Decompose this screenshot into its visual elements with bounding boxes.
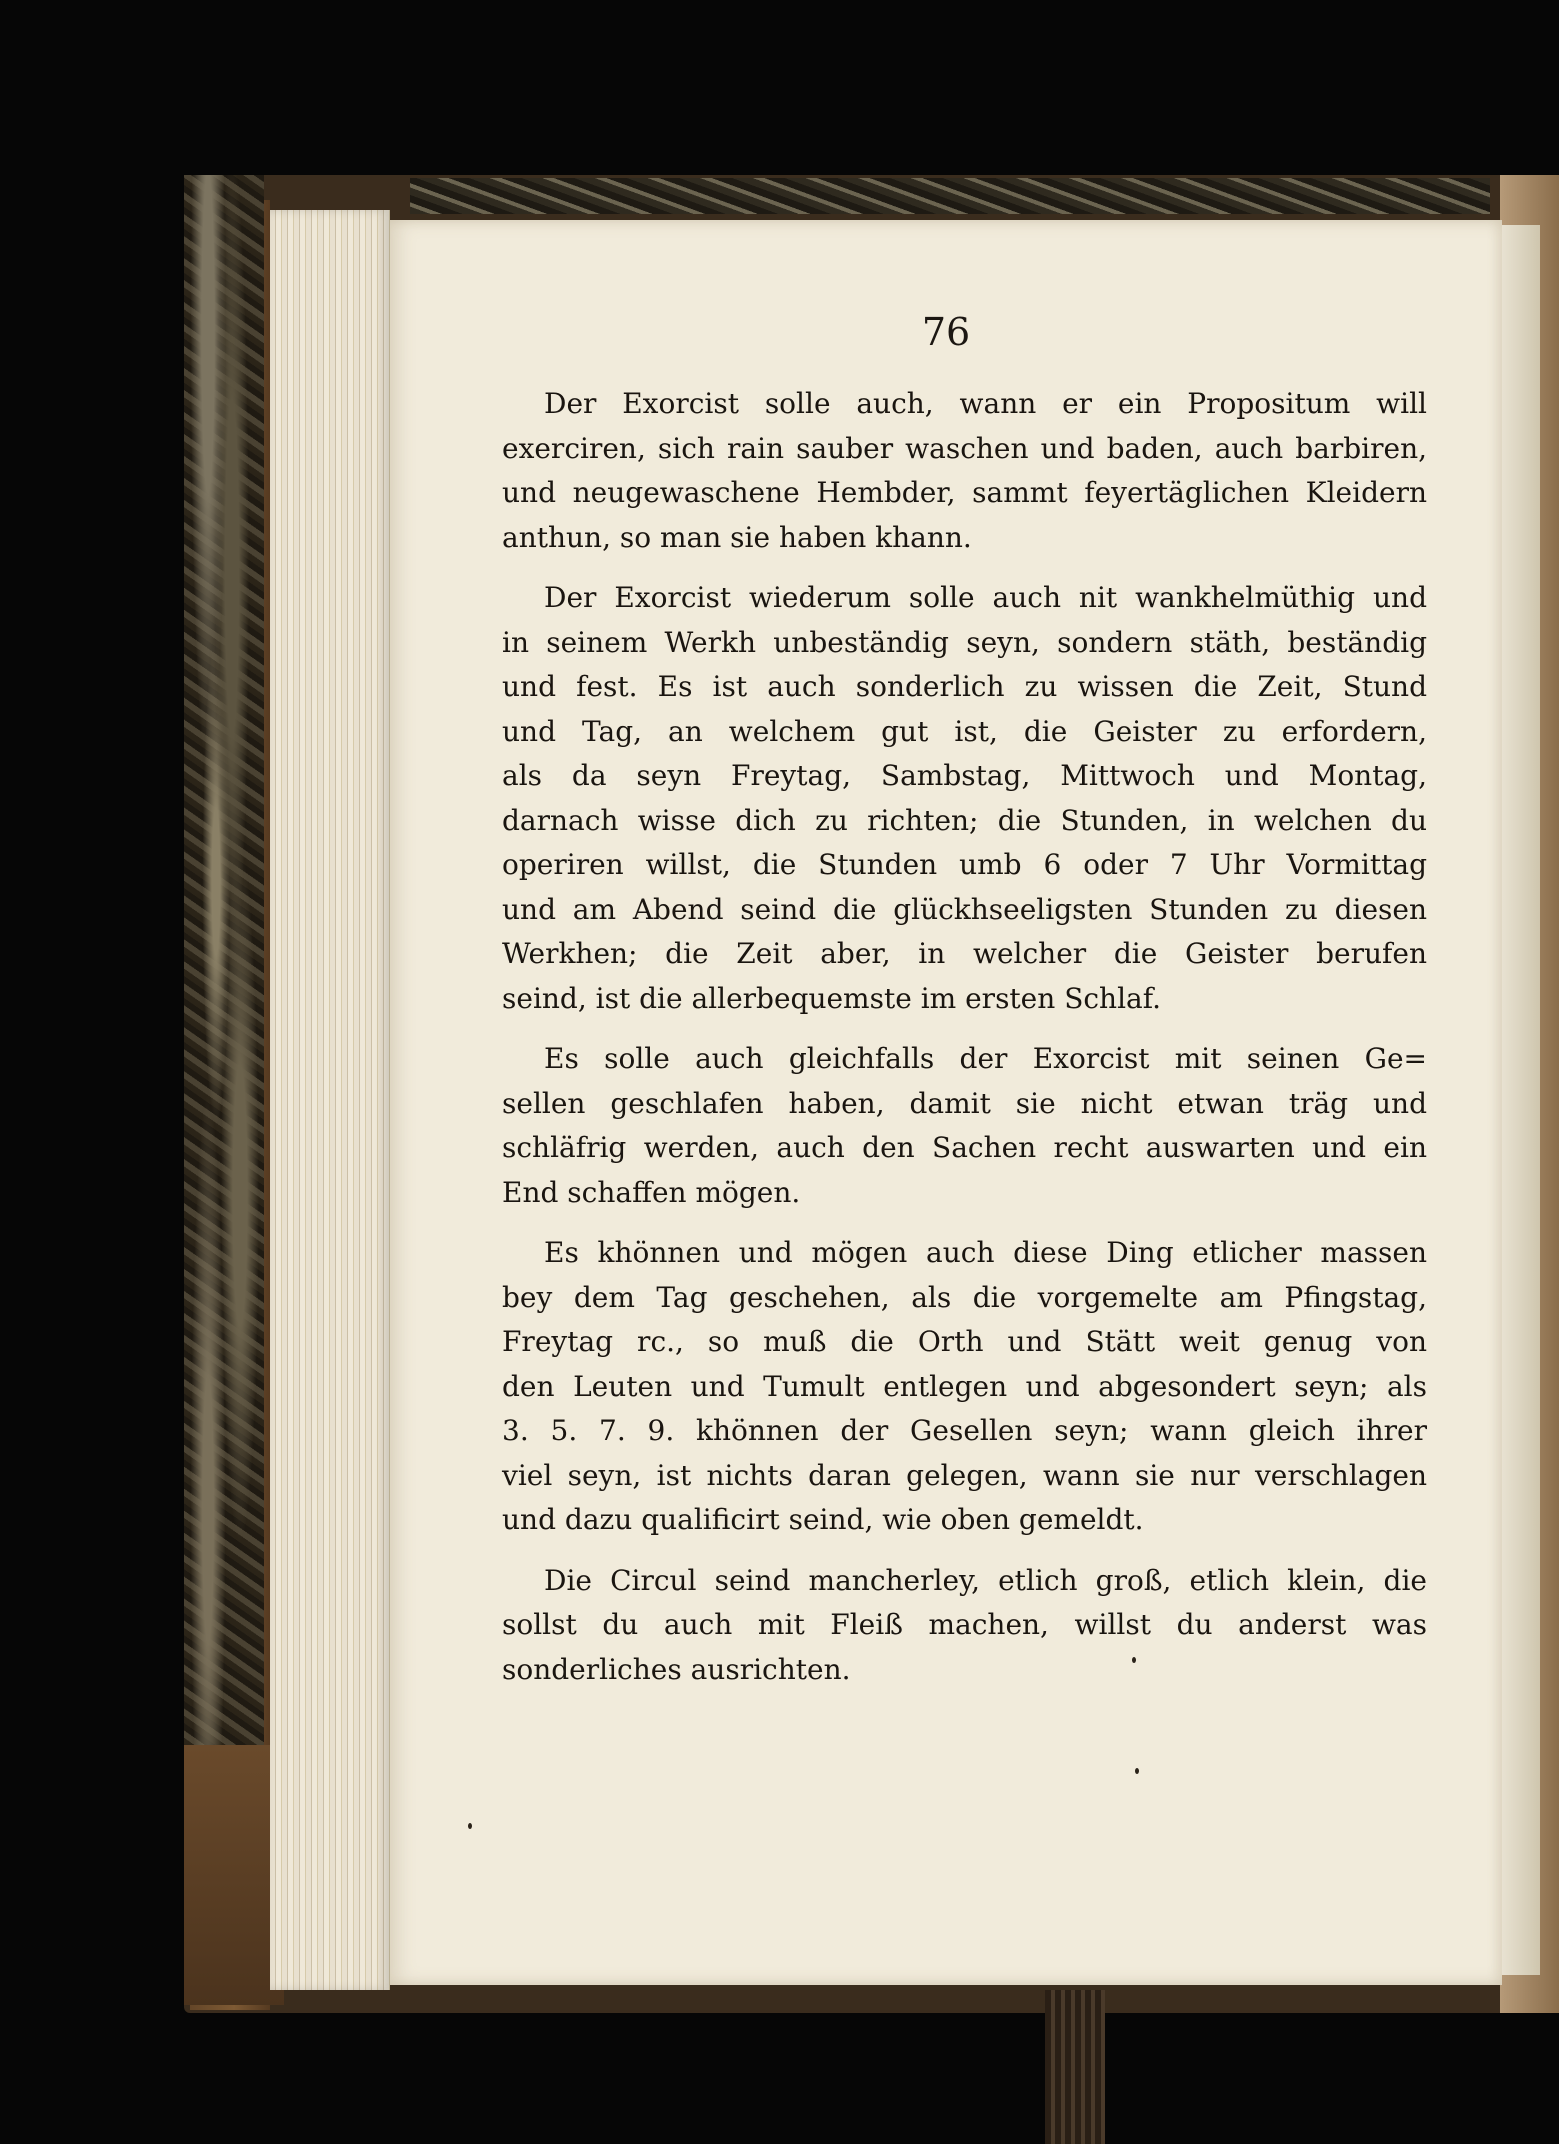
paragraph (502, 382, 1427, 560)
text-line: seind, ist die allerbequemste im ersten Schlaf. (502, 981, 1161, 1015)
text-line: und Tag, an welchem gut ist, die Geister zu erfordern, (502, 714, 1427, 748)
body-text (502, 382, 1427, 1708)
text-line: und dazu qualificirt seind, wie oben gemeldt. (502, 1503, 1144, 1536)
text-line: 3. 5. 7. 9. khönnen der Gesellen seyn; wann gleich ihrer (502, 1414, 1427, 1447)
text-line: als da seyn Freytag, Sambstag, Mittwoch und Montag, (502, 759, 1427, 792)
text-line: viel seyn, ist nichts daran gelegen, wann sie nur verschlagen (502, 1458, 1427, 1492)
text-line: und neugewaschene Hembder, sammt feyertäglichen Kleidern (502, 476, 1427, 509)
page-number: 76 (921, 310, 971, 354)
text-line: und am Abend seind die glückhseeligsten Stunden zu diesen (502, 892, 1427, 926)
paragraph (502, 1037, 1427, 1215)
text-line: in seinem Werkh unbeständig seyn, sondern stäth, beständig (502, 625, 1427, 659)
paragraph (502, 1559, 1427, 1693)
bookmark-ribbon (1045, 1990, 1105, 2144)
text-line: den Leuten und Tumult entlegen und abgesondert seyn; als (502, 1369, 1427, 1403)
book-page (390, 220, 1502, 1985)
text-line: Es khönnen und mögen auch diese Ding etlicher massen (544, 1236, 1427, 1269)
text-line: operiren willst, die Stunden umb 6 oder 7 Uhr Vormittag (502, 848, 1427, 881)
leather-binding-bottom (184, 1745, 284, 2005)
text-line: schläfrig werden, auch den Sachen recht auswarten und ein (502, 1131, 1427, 1164)
text-line: Werkhen; die Zeit aber, in welcher die Geister berufen (502, 937, 1427, 970)
text-line: sollst du auch mit Fleiß machen, willst du anderst was (502, 1608, 1427, 1641)
text-line: Die Circul seind mancherley, etlich groß, etlich klein, die (544, 1563, 1427, 1597)
ink-speck (468, 1823, 472, 1829)
text-line: exerciren, sich rain sauber waschen und baden, auch barbiren, (502, 431, 1427, 465)
marbled-board-left (184, 175, 264, 1745)
paragraph (502, 1231, 1427, 1543)
text-line: sellen geschlafen haben, damit sie nicht etwan träg und (502, 1086, 1427, 1120)
text-line: bey dem Tag geschehen, als die vorgemelte am Pfingstag, (502, 1280, 1427, 1314)
marbled-board-top (410, 178, 1490, 214)
text-line: darnach wisse dich zu richten; die Stunden, in welchen du (502, 803, 1427, 837)
ink-speck (1135, 1768, 1139, 1774)
text-line: sonderliches ausrichten. (502, 1652, 851, 1686)
text-line: und fest. Es ist auch sonderlich zu wissen die Zeit, Stund (502, 670, 1427, 703)
ink-speck (1132, 1657, 1136, 1663)
text-line: End schaffen mögen. (502, 1175, 801, 1209)
text-line: anthun, so man sie haben khann. (502, 520, 972, 554)
text-line: Es solle auch gleichfalls der Exorcist mit seinen Ge= (544, 1042, 1427, 1075)
page-edges-stack (270, 210, 390, 1990)
facing-page-edge (1500, 225, 1540, 1975)
text-line: Der Exorcist solle auch, wann er ein Propositum will (544, 387, 1427, 420)
paragraph (502, 576, 1427, 1021)
text-line: Der Exorcist wiederum solle auch nit wankhelmüthig und (544, 581, 1427, 614)
text-line: Freytag rc., so muß die Orth und Stätt weit genug von (502, 1325, 1427, 1358)
